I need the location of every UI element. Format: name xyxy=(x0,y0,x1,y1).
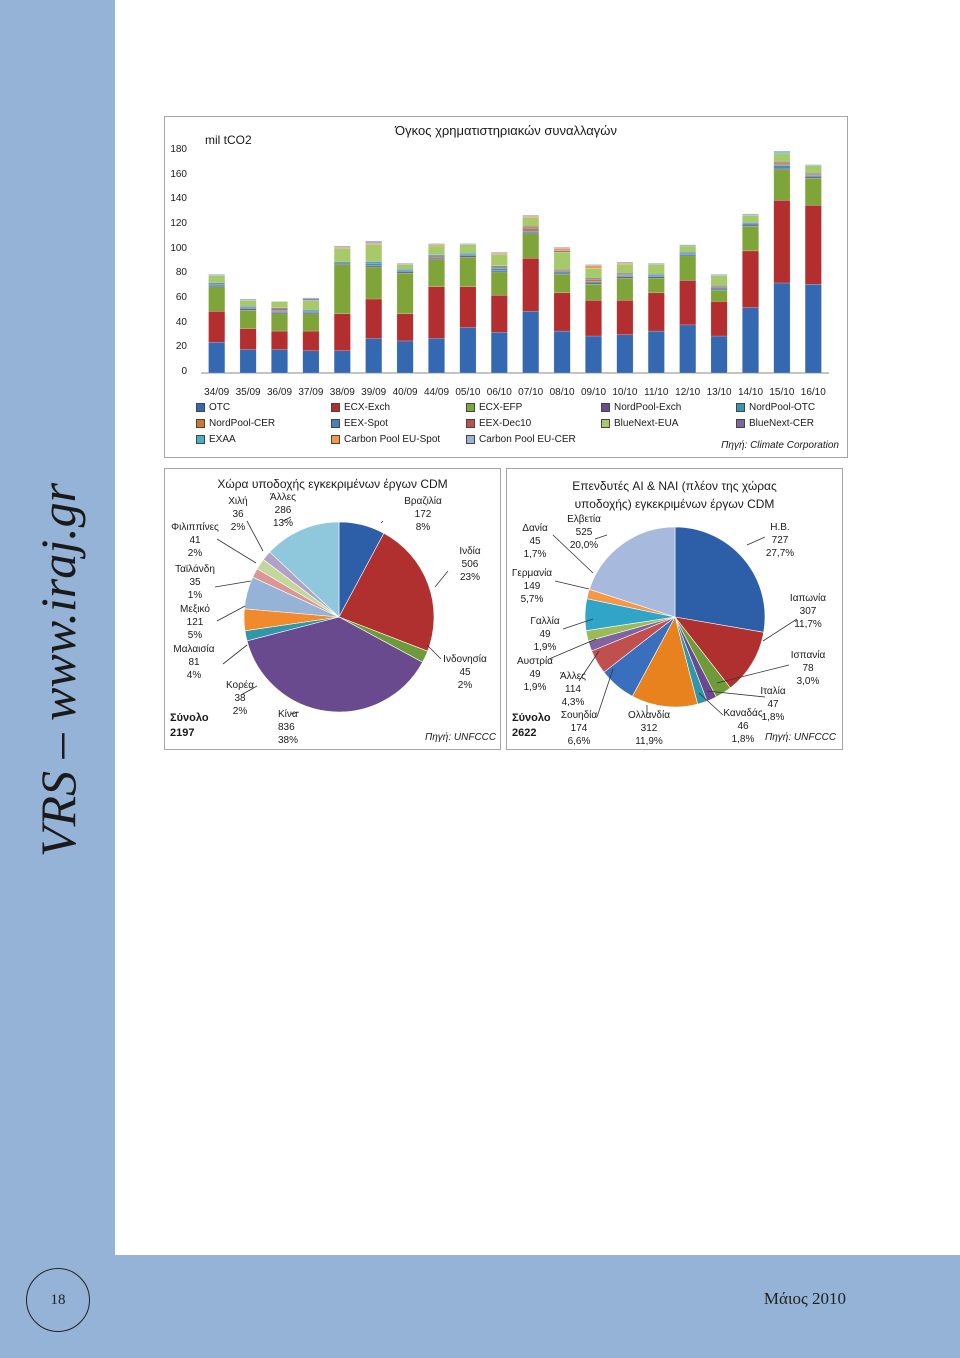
bar-segment-otc xyxy=(303,351,319,373)
bar-segment-otc xyxy=(240,350,256,373)
pie1-label-korea-value: 38 xyxy=(234,693,246,704)
pie2-label-others xyxy=(557,670,589,709)
pie1-label-philippines xyxy=(167,521,223,560)
pie2-label-germany-value: 149 xyxy=(523,581,541,592)
page-date: Μάιος 2010 xyxy=(763,1289,846,1308)
y-tick-label: 40 xyxy=(175,316,187,328)
pie1-label-malaysia-name: Μαλαισία xyxy=(173,644,215,655)
bar-segment-ecx-efp xyxy=(240,310,256,329)
x-tick-label: 16/10 xyxy=(800,387,826,398)
x-tick-label: 15/10 xyxy=(769,387,795,398)
bar-segment-carbon-pool-eu-cer xyxy=(303,298,319,299)
pie2-label-france-value: 49 xyxy=(539,629,551,640)
bar-segment-nordpool-otc xyxy=(366,263,382,265)
pie1-label-philippines-name: Φιλιππίνες xyxy=(171,522,219,533)
pie2-label-sweden-value: 174 xyxy=(570,723,588,734)
legend-swatch xyxy=(196,435,205,444)
bar-segment-carbon-pool-eu-cer xyxy=(523,215,539,216)
pie2-label-japan-value: 307 xyxy=(799,606,817,617)
bar-segment-ecx-exch xyxy=(397,314,413,341)
pie2-label-france-name: Γαλλία xyxy=(530,616,560,627)
pie2-total-label: Σύνολο xyxy=(512,712,551,724)
legend-label: EEX-Dec10 xyxy=(479,418,532,429)
legend-swatch xyxy=(331,403,340,412)
bar-segment-ecx-efp xyxy=(617,278,633,300)
x-tick-label: 12/10 xyxy=(675,387,701,398)
pie2-total-value: 2622 xyxy=(512,727,537,739)
pie2-label-austria-pct: 1,9% xyxy=(523,682,547,693)
y-tick-label: 20 xyxy=(175,341,187,353)
legend-swatch xyxy=(736,403,745,412)
legend-item-nordpool-exch xyxy=(601,402,681,413)
bar-segment-ecx-exch xyxy=(460,287,476,328)
legend-item-bluenext-cer xyxy=(736,418,814,429)
legend-swatch xyxy=(736,419,745,428)
bar-segment-carbon-pool-eu-cer xyxy=(460,244,476,245)
bar-segment-bluenext-eua xyxy=(397,264,413,269)
pie2-label-spain-pct: 3,0% xyxy=(796,676,820,687)
pie2-label-japan-pct: 11,7% xyxy=(794,619,822,630)
bar-segment-otc xyxy=(460,327,476,373)
pie2-label-canada-value: 46 xyxy=(737,721,749,732)
legend-label: NordPool-CER xyxy=(209,418,276,429)
pie1-label-mexico xyxy=(171,603,219,642)
bar-segment-ecx-efp xyxy=(397,273,413,314)
bar-segment-ecx-exch xyxy=(523,258,539,311)
pie2-label-austria-value: 49 xyxy=(529,669,541,680)
pie1-label-brazil-value: 172 xyxy=(414,509,432,520)
legend-item-carbon-pool-eu-cer xyxy=(466,434,576,445)
bar-segment-otc xyxy=(680,325,696,373)
pie2-label-spain-name: Ισπανία xyxy=(790,650,826,661)
bar-segment-bluenext-eua xyxy=(617,264,633,273)
pie1-total-value: 2197 xyxy=(170,727,195,739)
bar-segment-carbon-pool-eu-cer xyxy=(585,264,601,265)
pie2-label-netherlands xyxy=(623,709,675,748)
pie1-label-china-pct: 38% xyxy=(278,735,299,746)
pie1-label-thailand xyxy=(167,563,223,602)
pie2-source: Πηγή: UNFCCC xyxy=(765,732,837,743)
legend-label: ECX-EFP xyxy=(479,402,523,413)
pie1-label-mexico-value: 121 xyxy=(186,617,204,628)
pie2-leader-line xyxy=(555,581,589,589)
pie2-label-netherlands-value: 312 xyxy=(640,723,658,734)
pie1-label-indonesia-pct: 2% xyxy=(457,680,473,691)
pie1-label-brazil-name: Βραζιλία xyxy=(404,496,442,507)
pie1-label-philippines-pct: 2% xyxy=(187,548,203,559)
bar-segment-ecx-exch xyxy=(366,299,382,338)
pie1-label-korea-pct: 2% xyxy=(232,706,248,717)
bar-segment-ecx-exch xyxy=(617,300,633,335)
pie2-label-spain-value: 78 xyxy=(802,663,814,674)
pie1-label-malaysia-pct: 4% xyxy=(186,670,202,681)
bar-segment-carbon-pool-eu-cer xyxy=(742,214,758,215)
bar-segment-ecx-exch xyxy=(554,293,570,331)
bar-segment-bluenext-eua xyxy=(523,218,539,227)
pie2-label-sweden xyxy=(559,709,599,748)
pie2-label-denmark-value: 45 xyxy=(529,536,541,547)
pie1-label-chile-name: Χιλή xyxy=(228,496,248,507)
pie1-label-chile xyxy=(223,495,253,534)
bar-segment-ecx-efp xyxy=(774,170,790,201)
bar-segment-carbon-pool-eu-cer xyxy=(554,247,570,248)
bar-segment-otc xyxy=(523,311,539,373)
pie1-label-mexico-pct: 5% xyxy=(187,630,203,641)
y-tick-label: 60 xyxy=(175,292,187,303)
pie2-label-uk-value: 727 xyxy=(771,535,789,546)
bar-segment-ecx-exch xyxy=(742,251,758,308)
pie2-label-denmark xyxy=(517,522,553,561)
x-tick-label: 35/09 xyxy=(235,387,261,398)
x-tick-label: 08/10 xyxy=(549,387,575,398)
bar-segment-bluenext-eua xyxy=(554,252,570,269)
pie1-label-india-pct: 23% xyxy=(459,572,480,583)
x-tick-label: 07/10 xyxy=(518,387,544,398)
y-tick-label: 120 xyxy=(170,218,187,229)
bar-segment-carbon-pool-eu-cer xyxy=(428,244,444,245)
bar-segment-nordpool-otc xyxy=(774,166,790,168)
bar-segment-carbon-pool-eu-cer xyxy=(617,262,633,263)
bar-segment-otc xyxy=(648,331,664,373)
bar-segment-ecx-efp xyxy=(523,234,539,259)
bar-segment-bluenext-eua xyxy=(585,268,601,278)
x-tick-label: 37/09 xyxy=(298,387,324,398)
pie1-label-brazil xyxy=(393,495,453,534)
bar-segment-otc xyxy=(366,338,382,373)
bar-segment-carbon-pool-eu-spot xyxy=(554,248,570,250)
bar-segment-ecx-efp xyxy=(554,274,570,293)
bar-segment-ecx-efp xyxy=(742,226,758,251)
pie2-label-others-value: 114 xyxy=(565,684,581,695)
bar-segment-carbon-pool-eu-cer xyxy=(366,241,382,243)
legend-item-ecx-exch xyxy=(331,402,390,413)
x-tick-label: 34/09 xyxy=(204,387,230,398)
x-tick-label: 38/09 xyxy=(329,387,355,398)
y-tick-label: 100 xyxy=(170,242,187,254)
x-tick-label: 05/10 xyxy=(455,387,481,398)
pie2-total xyxy=(512,711,551,741)
bar-segment-ecx-exch xyxy=(648,293,664,331)
pie2-label-austria xyxy=(515,655,555,694)
bar-segment-otc xyxy=(397,341,413,373)
pie2-title xyxy=(507,477,842,513)
legend-label: OTC xyxy=(209,402,231,413)
pie2-label-others-name: Άλλες xyxy=(560,671,586,682)
bar-segment-nordpool-otc xyxy=(491,268,507,270)
legend-label: NordPool-OTC xyxy=(749,402,816,413)
bar-segment-carbon-pool-eu-cer xyxy=(240,299,256,300)
bar-segment-otc xyxy=(554,331,570,373)
legend-label: BlueNext-CER xyxy=(749,418,815,429)
bar-segment-ecx-efp xyxy=(648,278,664,293)
pie1-label-indonesia-name: Ινδονησία xyxy=(443,654,487,665)
legend-swatch xyxy=(331,435,340,444)
pie1-panel xyxy=(164,468,501,750)
pie1-label-thailand-value: 35 xyxy=(189,577,201,588)
side-brand-text: VRS – www.iraj.gr xyxy=(30,482,86,858)
pie1-label-india xyxy=(450,545,490,584)
pie1-label-other-value: 286 xyxy=(274,505,292,516)
bar-segment-carbon-pool-eu-cer xyxy=(774,151,790,152)
bar-segment-otc xyxy=(805,284,821,373)
x-tick-label: 09/10 xyxy=(580,387,607,398)
bar-segment-nordpool-cer xyxy=(523,229,539,231)
bar-chart-plot xyxy=(165,117,847,417)
pie1-leader-line xyxy=(435,571,448,587)
pie1-leader-line xyxy=(381,521,383,523)
bar-segment-ecx-exch xyxy=(491,295,507,332)
pie2-label-france xyxy=(527,615,563,654)
bar-segment-ecx-efp xyxy=(805,178,821,205)
legend-swatch xyxy=(466,435,475,444)
x-tick-label: 10/10 xyxy=(612,387,638,398)
bar-segment-ecx-exch xyxy=(711,301,727,336)
pie2-label-others-pct: 4,3% xyxy=(561,697,585,708)
pie2-leader-line xyxy=(597,669,613,717)
bar-segment-bluenext-eua xyxy=(774,153,790,162)
bar-segment-ecx-efp xyxy=(711,290,727,301)
pie2-label-germany xyxy=(509,567,555,606)
x-tick-label: 36/09 xyxy=(266,387,293,398)
bar-segment-ecx-efp xyxy=(680,256,696,281)
pie2-title-line2: υποδοχής) εγκεκριμένων έργων CDM xyxy=(574,497,775,511)
bar-segment-bluenext-eua xyxy=(680,246,696,252)
bar-segment-ecx-exch xyxy=(334,314,350,351)
pie2-label-netherlands-pct: 11,9% xyxy=(635,736,663,747)
legend-item-exaa xyxy=(196,434,236,445)
legend-label: EEX-Spot xyxy=(344,418,388,429)
bar-segment-carbon-pool-eu-cer xyxy=(397,263,413,264)
bar-segment-otc xyxy=(491,332,507,373)
legend-label: BlueNext-EUA xyxy=(614,418,679,429)
bar-segment-ecx-exch xyxy=(585,300,601,336)
y-tick-label: 160 xyxy=(170,168,187,180)
bar-segment-bluenext-eua xyxy=(303,300,319,310)
legend-item-ecx-efp xyxy=(466,402,522,413)
pie1-title: Χώρα υποδοχής εγκεκριμένων έργων CDM xyxy=(217,477,448,491)
legend-swatch xyxy=(196,419,205,428)
bar-segment-bluenext-eua xyxy=(271,301,287,307)
bar-chart-title: Όγκος χρηματιστηριακών συναλλαγών xyxy=(395,123,617,138)
pie1-label-indonesia xyxy=(435,653,495,692)
bar-segment-ecx-efp xyxy=(428,260,444,287)
pie1-label-malaysia-value: 81 xyxy=(188,657,200,668)
legend-label: NordPool-Exch xyxy=(614,402,682,413)
bar-segment-ecx-efp xyxy=(303,314,319,331)
legend-item-nordpool-cer xyxy=(196,418,275,429)
pie2-label-germany-name: Γερμανία xyxy=(511,568,553,579)
pie1-label-chile-pct: 2% xyxy=(230,522,246,533)
bar-segment-otc xyxy=(271,350,287,373)
pie1-label-chile-value: 36 xyxy=(232,509,244,520)
legend-item-bluenext-eua xyxy=(601,418,678,429)
legend-item-eex-spot xyxy=(331,418,388,429)
pie1-label-thailand-pct: 1% xyxy=(187,590,203,601)
bar-segment-ecx-exch xyxy=(680,281,696,325)
pie2-label-japan-name: Ιαπωνία xyxy=(789,593,827,604)
legend-label: EXAA xyxy=(209,434,236,445)
pie2-label-switzerland-pct: 20,0% xyxy=(569,540,599,551)
pie2-label-canada-name: Καναδάς xyxy=(723,708,763,719)
pie1-source: Πηγή: UNFCCC xyxy=(425,732,497,743)
bar-segment-otc xyxy=(742,308,758,373)
pie2-label-switzerland xyxy=(563,513,605,552)
legend-swatch xyxy=(601,419,610,428)
pie2-title-line1: Επενδυτές AI & NAI (πλέον της χώρας xyxy=(572,479,777,493)
pie1-label-china-name: Κίνα xyxy=(278,709,298,720)
bar-segment-bluenext-eua xyxy=(460,245,476,254)
x-tick-label: 11/10 xyxy=(644,387,669,398)
pie2-panel xyxy=(506,468,843,750)
bar-segment-bluenext-eua xyxy=(648,264,664,274)
bar-segment-ecx-exch xyxy=(209,311,225,342)
legend-label: Carbon Pool EU-CER xyxy=(479,434,576,445)
pie2-label-uk xyxy=(759,521,801,560)
bar-segment-otc xyxy=(585,336,601,373)
pie2-label-austria-name: Αυστρία xyxy=(517,656,553,667)
bar-segment-otc xyxy=(428,338,444,373)
pie1-label-china-value: 836 xyxy=(278,722,295,733)
pie2-label-switzerland-name: Ελβετία xyxy=(567,514,601,525)
pie1-label-china xyxy=(278,708,298,747)
pie2-label-japan xyxy=(787,592,829,631)
bar-segment-otc xyxy=(617,335,633,373)
bar-segment-bluenext-eua xyxy=(742,215,758,222)
pie2-label-italy-pct: 1,8% xyxy=(761,712,785,723)
bar-segment-carbon-pool-eu-cer xyxy=(711,274,727,275)
pie2-label-canada-pct: 1,8% xyxy=(731,734,755,745)
x-tick-label: 40/09 xyxy=(392,387,418,398)
legend-item-eex-dec10 xyxy=(466,418,531,429)
pie1-label-philippines-value: 41 xyxy=(189,535,201,546)
pie1-total xyxy=(170,711,209,741)
pie2-label-italy-value: 47 xyxy=(767,699,779,710)
bar-segment-ecx-exch xyxy=(805,205,821,284)
bar-segment-bluenext-eua xyxy=(428,246,444,255)
pie2-label-netherlands-name: Ολλανδία xyxy=(628,710,670,721)
bar-segment-bluenext-eua xyxy=(334,248,350,262)
bar-segment-bluenext-eua xyxy=(491,255,507,266)
x-tick-label: 06/10 xyxy=(486,387,512,398)
pie2-label-uk-pct: 27,7% xyxy=(765,548,795,559)
legend-label: Carbon Pool EU-Spot xyxy=(344,434,441,445)
pie1-label-mexico-name: Μεξικό xyxy=(180,604,210,615)
bar-segment-otc xyxy=(711,336,727,373)
pie1-label-korea xyxy=(223,679,257,718)
bar-segment-ecx-efp xyxy=(585,284,601,300)
bar-segment-nordpool-cer xyxy=(585,279,601,281)
pie1-leader-line xyxy=(223,645,247,664)
legend-item-carbon-pool-eu-spot xyxy=(331,434,440,445)
x-tick-label: 39/09 xyxy=(361,387,387,398)
pie2-label-france-pct: 1,9% xyxy=(533,642,557,653)
page-number: 18 xyxy=(50,1292,66,1308)
legend-item-otc xyxy=(196,402,230,413)
legend-swatch xyxy=(466,419,475,428)
pie2-label-denmark-pct: 1,7% xyxy=(523,549,547,560)
bar-segment-ecx-exch xyxy=(271,331,287,350)
bar-chart-unit: mil tCO2 xyxy=(205,133,252,147)
pie2-label-italy-name: Ιταλία xyxy=(760,686,786,697)
bar-segment-bluenext-eua xyxy=(209,276,225,283)
pie1-label-india-name: Ινδία xyxy=(459,546,481,557)
pie2-label-denmark-name: Δανία xyxy=(522,523,548,534)
x-tick-label: 44/09 xyxy=(423,387,450,398)
legend-swatch xyxy=(331,419,340,428)
bar-segment-otc xyxy=(774,283,790,373)
bar-segment-carbon-pool-eu-cer xyxy=(805,165,821,166)
pie2-label-germany-pct: 5,7% xyxy=(520,594,544,605)
pie1-label-other-name: Άλλες xyxy=(270,492,296,503)
x-tick-label: 13/10 xyxy=(706,387,732,398)
bar-segment-carbon-pool-eu-cer xyxy=(209,274,225,275)
bar-segment-ecx-efp xyxy=(209,287,225,312)
pie1-total-label: Σύνολο xyxy=(170,712,209,724)
bar-segment-carbon-pool-eu-cer xyxy=(648,263,664,264)
bar-segment-ecx-efp xyxy=(366,267,382,299)
pie1-label-other xyxy=(263,491,303,530)
bar-segment-ecx-efp xyxy=(271,314,287,331)
bar-segment-bluenext-eua xyxy=(366,245,382,262)
pie1-label-other-pct: 13% xyxy=(272,518,293,529)
bar-segment-carbon-pool-eu-spot xyxy=(585,266,601,268)
legend-swatch xyxy=(466,403,475,412)
bar-segment-otc xyxy=(334,351,350,373)
legend-swatch xyxy=(601,403,610,412)
bar-segment-ecx-exch xyxy=(303,331,319,351)
y-tick-label: 80 xyxy=(175,267,187,279)
bar-segment-ecx-exch xyxy=(240,329,256,350)
bar-segment-ecx-efp xyxy=(491,272,507,295)
bar-segment-otc xyxy=(209,342,225,373)
bar-segment-carbon-pool-eu-cer xyxy=(334,246,350,247)
legend-swatch xyxy=(196,403,205,412)
legend-label: ECX-Exch xyxy=(344,402,391,413)
pie2-label-uk-name: Η.Β. xyxy=(770,522,790,533)
bar-segment-carbon-pool-eu-cer xyxy=(680,245,696,246)
bar-segment-ecx-efp xyxy=(460,257,476,287)
pie2-label-canada xyxy=(719,707,767,746)
pie1-label-indonesia-value: 45 xyxy=(459,667,471,678)
bar-segment-ecx-exch xyxy=(774,200,790,283)
y-tick-label: 0 xyxy=(181,366,187,377)
bar-segment-ecx-efp xyxy=(334,264,350,313)
y-tick-label: 180 xyxy=(170,144,187,155)
y-tick-label: 140 xyxy=(170,193,187,205)
pie2-label-sweden-name: Σουηδία xyxy=(560,710,598,721)
pie2-label-sweden-pct: 6,6% xyxy=(567,736,591,747)
bar-segment-ecx-exch xyxy=(428,287,444,339)
bar-segment-carbon-pool-eu-cer xyxy=(491,252,507,253)
pie2-label-spain xyxy=(788,649,828,688)
bar-segment-bluenext-eua xyxy=(805,166,821,173)
pie1-label-brazil-pct: 8% xyxy=(415,522,431,533)
pie1-label-korea-name: Κορέα xyxy=(225,680,255,691)
pie2-label-switzerland-value: 525 xyxy=(575,527,593,538)
bar-segment-bluenext-eua xyxy=(711,276,727,286)
bar-chart-source: Πηγή: Climate Corporation xyxy=(721,440,839,451)
pie1-label-india-value: 506 xyxy=(461,559,479,570)
pie1-label-thailand-name: Ταϊλάνδη xyxy=(175,564,215,575)
x-tick-label: 14/10 xyxy=(737,387,764,398)
bar-segment-bluenext-eua xyxy=(240,300,256,306)
legend-item-nordpool-otc xyxy=(736,402,815,413)
pie1-label-malaysia xyxy=(167,643,221,682)
pie1-leader-line xyxy=(217,606,245,621)
